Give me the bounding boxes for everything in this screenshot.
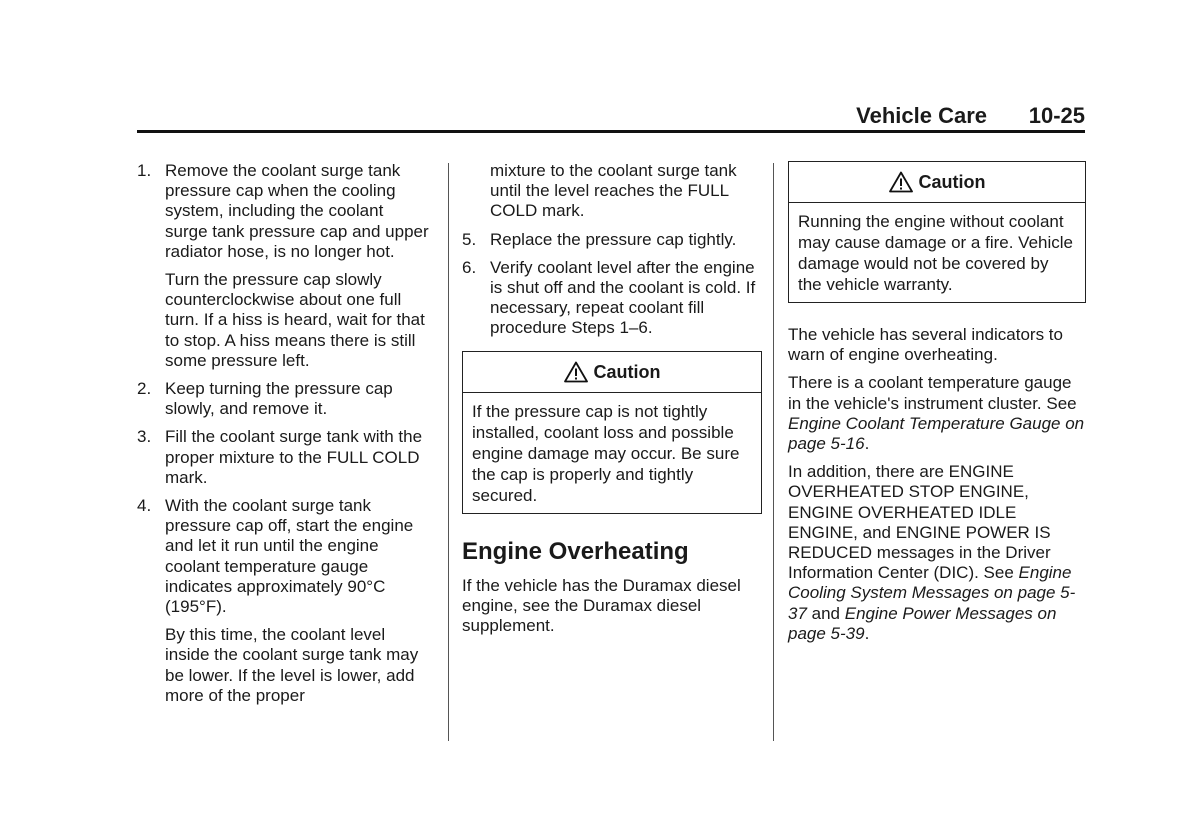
step-number: 1. (137, 161, 152, 180)
step-number: 6. (462, 257, 477, 277)
step-text: Fill the coolant surge tank with the proper mixture to the FULL COLD mark. (165, 427, 423, 487)
paragraph-text: There is a coolant temperature gauge in the vehicle's instrument cluster. See (788, 373, 1077, 413)
caution-header (789, 162, 1085, 203)
punctuation: . (864, 623, 870, 643)
step-number: 5. (462, 229, 477, 249)
step-2 (137, 379, 429, 419)
column-left (137, 161, 429, 714)
section-heading: Engine Overheating (462, 537, 689, 565)
section-title: Vehicle Care (856, 103, 987, 128)
cross-reference-link[interactable]: Engine Power Messages on page 5-39 (788, 603, 1057, 643)
page-number: 10-25 (1028, 103, 1085, 128)
conjunction: and (806, 603, 845, 623)
caution-header (463, 352, 761, 393)
step-4 (137, 496, 429, 617)
step-text: Replace the pressure cap tightly. (490, 229, 737, 249)
caution-box (462, 351, 762, 514)
caution-text: Running the engine without coolant may cause damage or a fire. Vehicle damage would not be covered by the vehicle warranty. (798, 212, 1073, 294)
cross-reference-link[interactable]: Engine Cooling System Messages on page 5-37 (788, 563, 1076, 623)
step-text: Verify coolant level after the engine is shut off and the coolant is cold. If necessary, repeat coolant fill procedure Steps 1–6. (490, 257, 756, 338)
step-3 (137, 427, 429, 488)
step-1-followup: Turn the pressure cap slowly counterclockwise about one full turn. If a hiss is heard, wait for that to stop. A hiss means there is still some pressure left. (165, 270, 425, 370)
page-header (137, 100, 1085, 133)
step-text: Keep turning the pressure cap slowly, and remove it. (165, 379, 393, 419)
step-6 (462, 258, 762, 339)
step-text: With the coolant surge tank pressure cap off, start the engine and let it run until the engine coolant temperature gauge indicates approximately 90°C (195°F). (165, 496, 414, 617)
step-4-continuation: mixture to the coolant surge tank until the level reaches the FULL COLD mark. (490, 161, 737, 221)
paragraph (788, 462, 1088, 644)
punctuation: . (864, 434, 870, 454)
column-divider (448, 163, 449, 741)
step-5 (462, 230, 762, 250)
column-divider (773, 163, 774, 741)
paragraph-text: In addition, there are ENGINE OVERHEATED STOP ENGINE, ENGINE OVERHEATED IDLE ENGINE, and ENGINE POWER IS REDUCED messages in the Driver Information Center (DIC). See (788, 462, 1051, 583)
caution-text: If the pressure cap is not tightly installed, coolant loss and possible engine damage may occur. Be sure the cap is properly and tightly secured. (472, 401, 740, 505)
warning-triangle-icon (889, 171, 913, 193)
step-number: 4. (137, 496, 152, 516)
paragraph: If the vehicle has the Duramax diesel engine, see the Duramax diesel supplement. (462, 575, 741, 636)
warning-triangle-icon (564, 361, 588, 383)
step-number: 2. (137, 379, 152, 399)
paragraph: The vehicle has several indicators to warn of engine overheating. (788, 325, 1063, 365)
caution-title: Caution (918, 171, 986, 192)
caution-title: Caution (593, 361, 661, 382)
column-right (788, 161, 1088, 652)
step-4-followup: By this time, the coolant level inside the coolant surge tank may be lower. If the level is lower, add more of the proper (165, 625, 419, 705)
paragraph (788, 373, 1088, 454)
cross-reference-link[interactable]: Engine Coolant Temperature Gauge on page 5-16 (788, 413, 1085, 454)
column-middle (462, 161, 762, 644)
step-number: 3. (137, 427, 152, 447)
step-1 (137, 161, 429, 262)
caution-box (788, 161, 1086, 303)
step-text: Remove the coolant surge tank pressure cap when the cooling system, including the coolant surge tank pressure cap and upper radiator hose, is no longer hot. (165, 161, 429, 261)
